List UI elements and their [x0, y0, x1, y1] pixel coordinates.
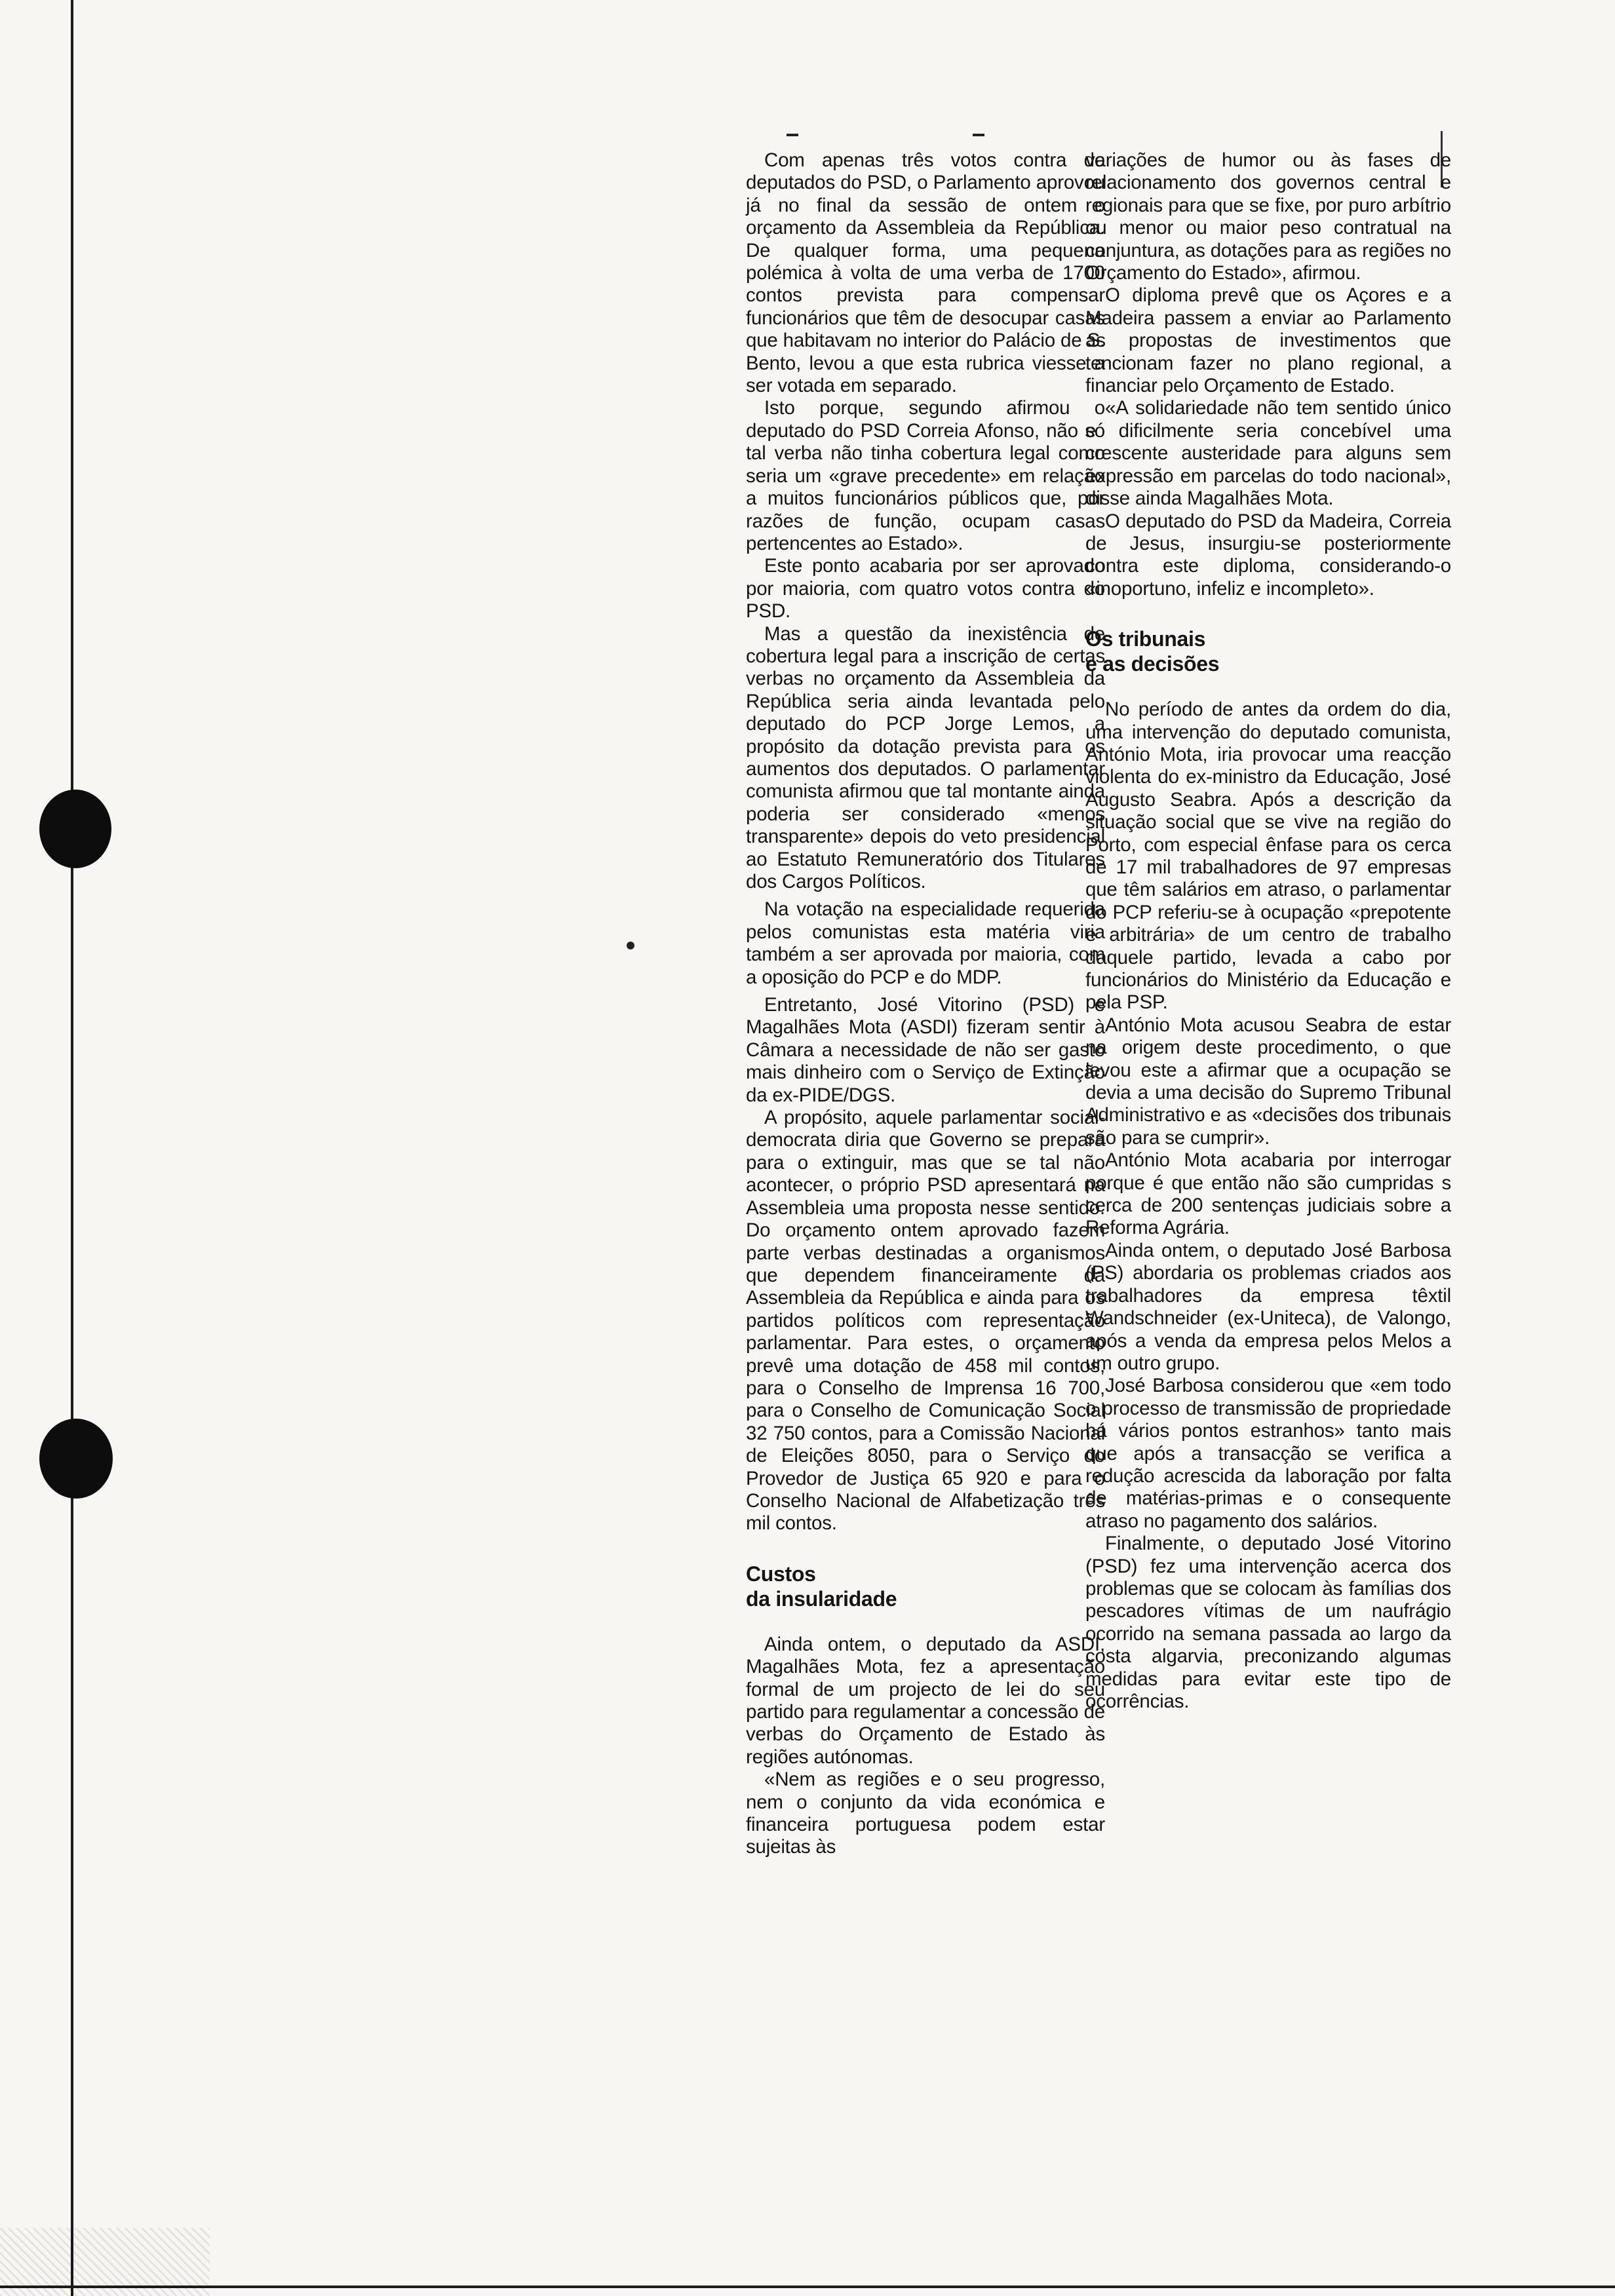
- article-paragraph: António Mota acabaria por interrogar porque é que então não são cumpridas s cerca de 200 sentenças judiciais sobre a Reforma Agrária.: [1085, 1149, 1451, 1239]
- article-paragraph: Isto porque, segundo afirmou o deputado do PSD Correia Afonso, não só tal verba não tinha cobertura legal como seria um «grave precedente» em relação a muitos funcionários públicos que, por razões de função, ocupam casas pertencentes ao Estado».: [746, 397, 1105, 554]
- column-top-mark: [787, 134, 798, 136]
- article-paragraph: O deputado do PSD da Madeira, Correia de Jesus, insurgiu-se posteriormente contra este diploma, considerando-o «inoportuno, infeliz e incompleto».: [1085, 510, 1451, 600]
- section-heading-line-2: da insularidade: [746, 1586, 897, 1611]
- article-paragraph: Mas a questão da inexistência de cobertura legal para a inscrição de certas verbas no orçamento da Assembleia da República seria ainda levantada pelo deputado do PCP Jorge Lemos, a propósito da dotação prevista para os aumentos dos deputados. O parlamentar comunista afirmou que tal montante ainda poderia ser considerado «menos transparente» depois do veto presidencial ao Estatuto Remuneratório dos Titulares dos Cargos Políticos.: [746, 622, 1105, 892]
- article-paragraph: No período de antes da ordem do dia, uma intervenção do deputado comunista, António Mota, iria provocar uma reacção violenta do ex-ministro da Educação, José Augusto Seabra. Após a descrição da situação social que se vive na região do Porto, com especial ênfase para os cerca de 17 mil trabalhadores de 97 empresas que têm salários em atraso, o parlamentar do PCP referiu-se à ocupação «prepotente e arbitrária» de um centro de trabalho daquele partido, levada a cabo por funcionários do Ministério da Educação e pela PSP.: [1085, 698, 1451, 1014]
- stray-dot: [627, 942, 634, 949]
- article-paragraph: «Nem as regiões e o seu progresso, nem o conjunto da vida económica e financeira portuguesa podem estar sujeitas às: [746, 1769, 1105, 1858]
- article-paragraph: Na votação na especialidade requerida pelos comunistas esta matéria viria também a ser aprovada por maioria, com a oposição do PCP e do MDP.: [746, 898, 1105, 988]
- article-paragraph: variações de humor ou às fases de relacionamento dos governos central e regionais para que se fixe, por puro arbítrio ou menor ou maior peso contratual na conjuntura, as dotações para as regiões no Orçamento do Estado», afirmou.: [1085, 149, 1451, 284]
- punch-hole-lower: [39, 1419, 113, 1499]
- article-paragraph: Ainda ontem, o deputado da ASDI, Magalhães Mota, fez a apresentação formal de um projecto de lei do seu partido para regulamentar a concessão de verbas do Orçamento de Estado às regiões autónomas.: [746, 1633, 1105, 1768]
- scan-noise: [0, 2228, 210, 2296]
- page-margin-line: [71, 0, 73, 2296]
- page-bottom-line: [0, 2286, 1615, 2288]
- article-paragraph: Com apenas três votos contra de deputados do PSD, o Parlamento aprovou já no final da sessão de ontem o orçamento da Assembleia da República. De qualquer forma, uma pequena polémica à volta de uma verba de 1700 contos prevista para compensar funcionários que têm de desocupar casas que habitavam no interior do Palácio de S. Bento, levou a que esta rubrica viesse a ser votada em separado.: [746, 149, 1105, 397]
- section-heading-line-1: Os tribunais: [1085, 627, 1206, 651]
- article-paragraph: António Mota acusou Seabra de estar na origem deste procedimento, o que levou este a afirmar que a ocupação se devia a uma decisão do Supremo Tribunal Administrativo e as «decisões dos tribunais são para se cumprir».: [1085, 1014, 1451, 1149]
- section-heading: [746, 1561, 1105, 1611]
- article-paragraph: Entretanto, José Vitorino (PSD) e Magalhães Mota (ASDI) fizeram sentir à Câmara a necessidade de não ser gasto mais dinheiro com o Serviço de Extinção da ex-PIDE/DGS.: [746, 994, 1105, 1106]
- section-heading-line-2: e as decisões: [1085, 652, 1220, 676]
- article-column-right: [1085, 149, 1451, 1713]
- article-paragraph: José Barbosa considerou que «em todo o processo de transmissão de propriedade há vários pontos estranhos» tanto mais que após a transacção se verifica a redução acrescida da laboração por falta de matérias-primas e o consequente atraso no pagamento dos salários.: [1085, 1375, 1451, 1532]
- punch-hole-upper: [39, 790, 111, 868]
- column-top-mark: [973, 134, 984, 136]
- article-paragraph: O diploma prevê que os Açores e a Madeira passem a enviar ao Parlamento as propostas de investimentos que tencionam fazer no plano regional, a financiar pelo Orçamento de Estado.: [1085, 284, 1451, 397]
- article-paragraph: A propósito, aquele parlamentar social-democrata diria que Governo se prepara para o extinguir, mas que se tal não acontecer, o próprio PSD apresentará na Assembleia uma proposta nesse sentido. Do orçamento ontem aprovado fazem parte verbas destinadas a organismos que dependem financeiramente da Assembleia da República e ainda para os partidos políticos com representação parlamentar. Para estes, o orçamento prevê uma dotação de 458 mil contos, para o Conselho de Imprensa 16 700, para o Conselho de Comunicação Social 32 750 contos, para a Comissão Nacional de Eleições 8050, para o Serviço do Provedor de Justiça 65 920 e para o Conselho Nacional de Alfabetização três mil contos.: [746, 1107, 1105, 1535]
- article-paragraph: Ainda ontem, o deputado José Barbosa (PS) abordaria os problemas criados aos trabalhadores da empresa têxtil Wandschneider (ex-Uniteca), de Valongo, após a venda da empresa pelos Melos a um outro grupo.: [1085, 1239, 1451, 1374]
- article-paragraph: Finalmente, o deputado José Vitorino (PSD) fez uma intervenção acerca dos problemas que se colocam às famílias dos pescadores vítimas de um naufrágio ocorrido na semana passada ao largo da costa algarvia, preconizando algumas medidas para evitar este tipo de ocorrências.: [1085, 1533, 1451, 1712]
- section-heading-line-1: Custos: [746, 1561, 816, 1586]
- section-heading: [1085, 626, 1451, 676]
- article-paragraph: Este ponto acabaria por ser aprovado por maioria, com quatro votos contra do PSD.: [746, 555, 1105, 622]
- article-column-left: [746, 149, 1105, 1859]
- article-paragraph: «A solidariedade não tem sentido único e dificilmente seria concebível uma crescente austeridade para alguns sem expressão em parcelas do todo nacional», disse ainda Magalhães Mota.: [1085, 397, 1451, 510]
